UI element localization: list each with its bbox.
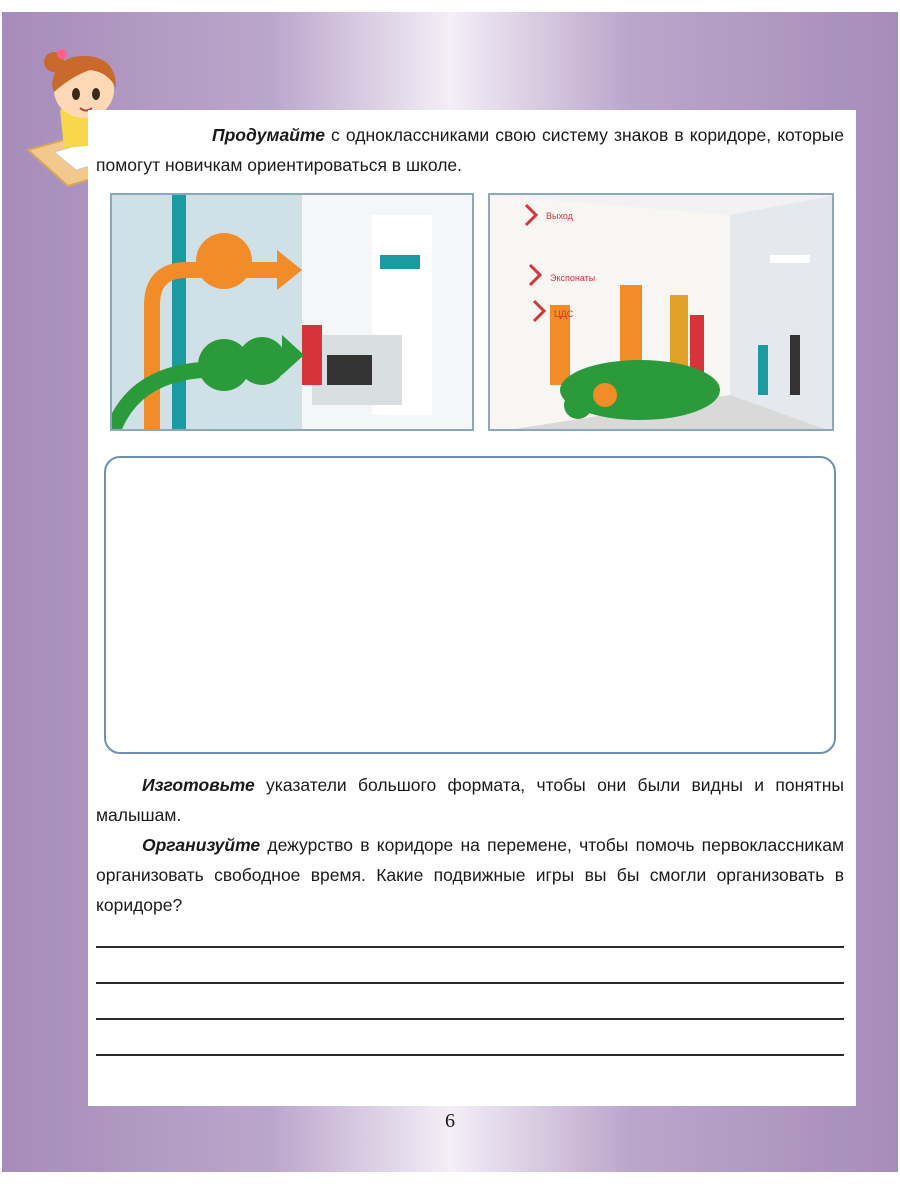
task-text: указатели большого формата, чтобы они были видны и понятны малышам. bbox=[96, 775, 844, 825]
answer-line[interactable] bbox=[96, 982, 844, 984]
task-verb: Организуйте bbox=[142, 835, 261, 855]
photo-school-hallway bbox=[488, 193, 834, 431]
page-number: 6 bbox=[445, 1110, 455, 1132]
answer-line[interactable] bbox=[96, 1018, 844, 1020]
answer-line[interactable] bbox=[96, 946, 844, 948]
photo-corridor-signs bbox=[110, 193, 474, 431]
task-text: с одноклассниками свою систему знаков в коридоре, которые помогут новичкам ориентироваться в школе. bbox=[96, 125, 844, 175]
task-text: дежурство в коридоре на перемене, чтобы помочь первоклассникам организовать свободное время. Какие подвижные игры вы бы смогли организовать в коридоре? bbox=[96, 835, 844, 915]
task-verb: Продумайте bbox=[212, 125, 325, 145]
answer-line[interactable] bbox=[96, 1054, 844, 1056]
task-make-signs bbox=[96, 770, 844, 920]
drawing-area[interactable] bbox=[104, 456, 836, 754]
wall-sign-cds: ЦДС bbox=[554, 309, 574, 319]
wall-sign-exit: Выход bbox=[546, 211, 573, 221]
task-verb: Изготовьте bbox=[142, 775, 255, 795]
wall-sign-exhibits: Экспонаты bbox=[550, 273, 596, 283]
task-think-signs bbox=[96, 120, 844, 180]
